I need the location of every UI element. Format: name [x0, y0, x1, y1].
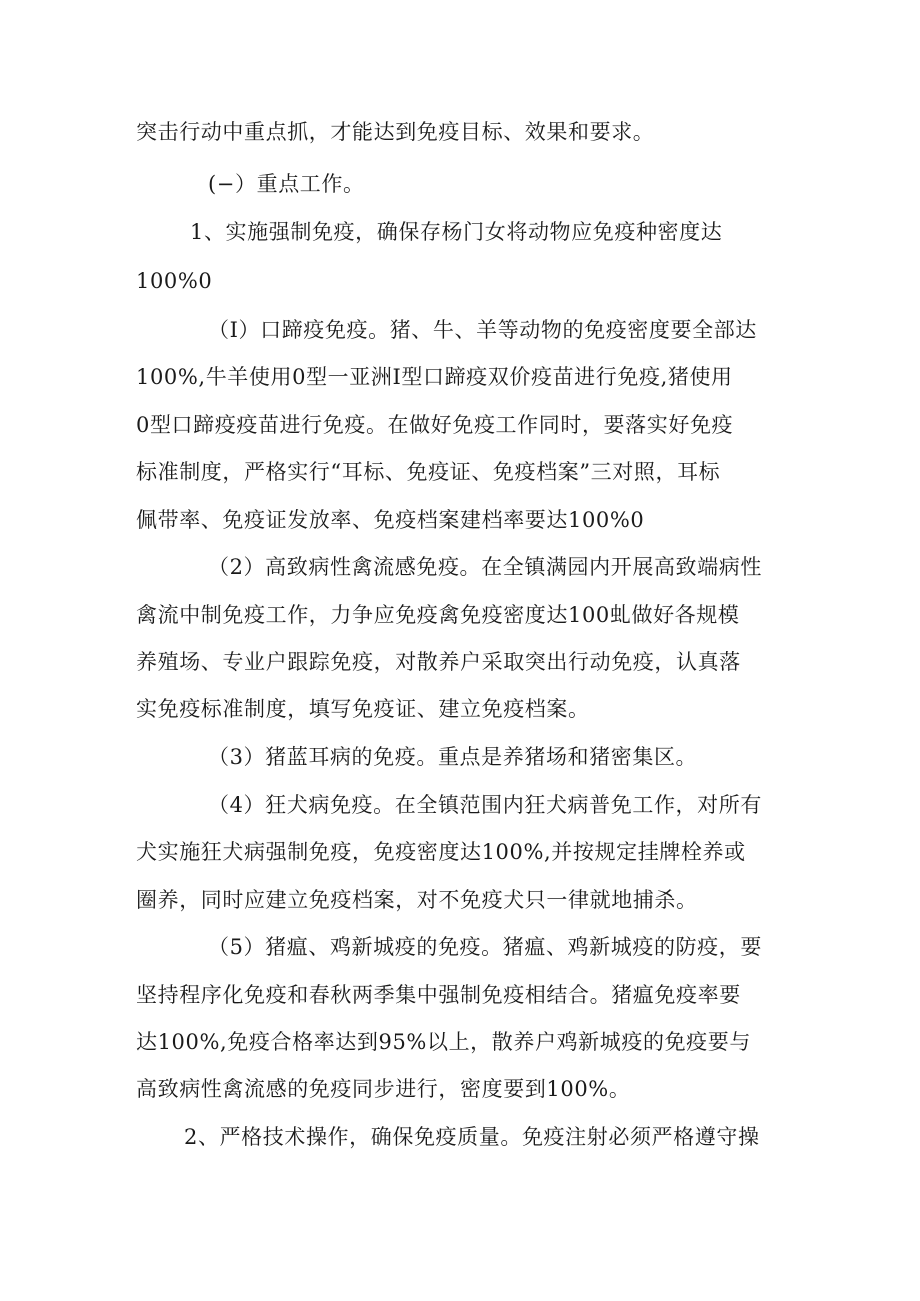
text-line: （3）猪蓝耳病的免疫。重点是养猪场和猪密集区。 [208, 745, 698, 769]
text-line: 佩带率、免疫证发放率、免疫档案建档率要达100%0 [136, 508, 645, 532]
section-heading: (−）重点工作。 [208, 172, 365, 196]
text-line: 高致病性禽流感的免疫同步进行，密度要到100%。 [136, 1077, 631, 1101]
text-line: 坚持程序化免疫和春秋两季集中强制免疫相结合。猪瘟免疫率要 [136, 983, 741, 1007]
text-line: 标准制度，严格实行“耳标、免疫证、免疫档案”三对照，耳标 [136, 460, 721, 484]
text-line: 突击行动中重点抓，才能达到免疫目标、效果和要求。 [136, 120, 655, 144]
text-line: 100%0 [136, 269, 213, 293]
text-line: 禽流中制免疫工作，力争应免疫禽免疫密度达100虬做好各规模 [136, 603, 740, 627]
text-line: 养殖场、专业户跟踪免疫，对散养户采取突出行动免疫，认真落 [136, 650, 741, 674]
text-line: （I）口蹄疫免疫。猪、牛、羊等动物的免疫密度要全部达 [208, 318, 757, 342]
text-line: 圈养，同时应建立免疫档案，对不免疫犬只一律就地捕杀。 [136, 888, 698, 912]
text-line: 100%,牛羊使用0型一亚洲Ⅰ型口蹄疫双价疫苗进行免疫,猪使用 [136, 365, 733, 389]
text-line: （5）猪瘟、鸡新城疫的免疫。猪瘟、鸡新城疫的防疫，要 [208, 935, 762, 959]
text-line: 实免疫标准制度，填写免疫证、建立免疫档案。 [136, 697, 590, 721]
text-line: 2、严格技术操作，确保免疫质量。免疫注射必须严格遵守操 [184, 1125, 760, 1149]
text-line: 1、实施强制免疫，确保存杨门女将动物应免疫种密度达 [190, 220, 723, 244]
text-line: 0型口蹄疫疫苗进行免疫。在做好免疫工作同时，要落实好免疫 [136, 413, 734, 437]
text-line: 达100%,免疫合格率达到95%以上，散养户鸡新城疫的免疫要与 [136, 1030, 751, 1054]
text-line: （4）狂犬病免疫。在全镇范围内狂犬病普免工作，对所有 [208, 793, 762, 817]
text-line: （2）高致病性禽流感免疫。在全镇满园内开展高致端病性 [208, 555, 762, 579]
text-line: 犬实施狂犬病强制免疫，免疫密度达100%,并按规定挂牌栓养或 [136, 840, 746, 864]
